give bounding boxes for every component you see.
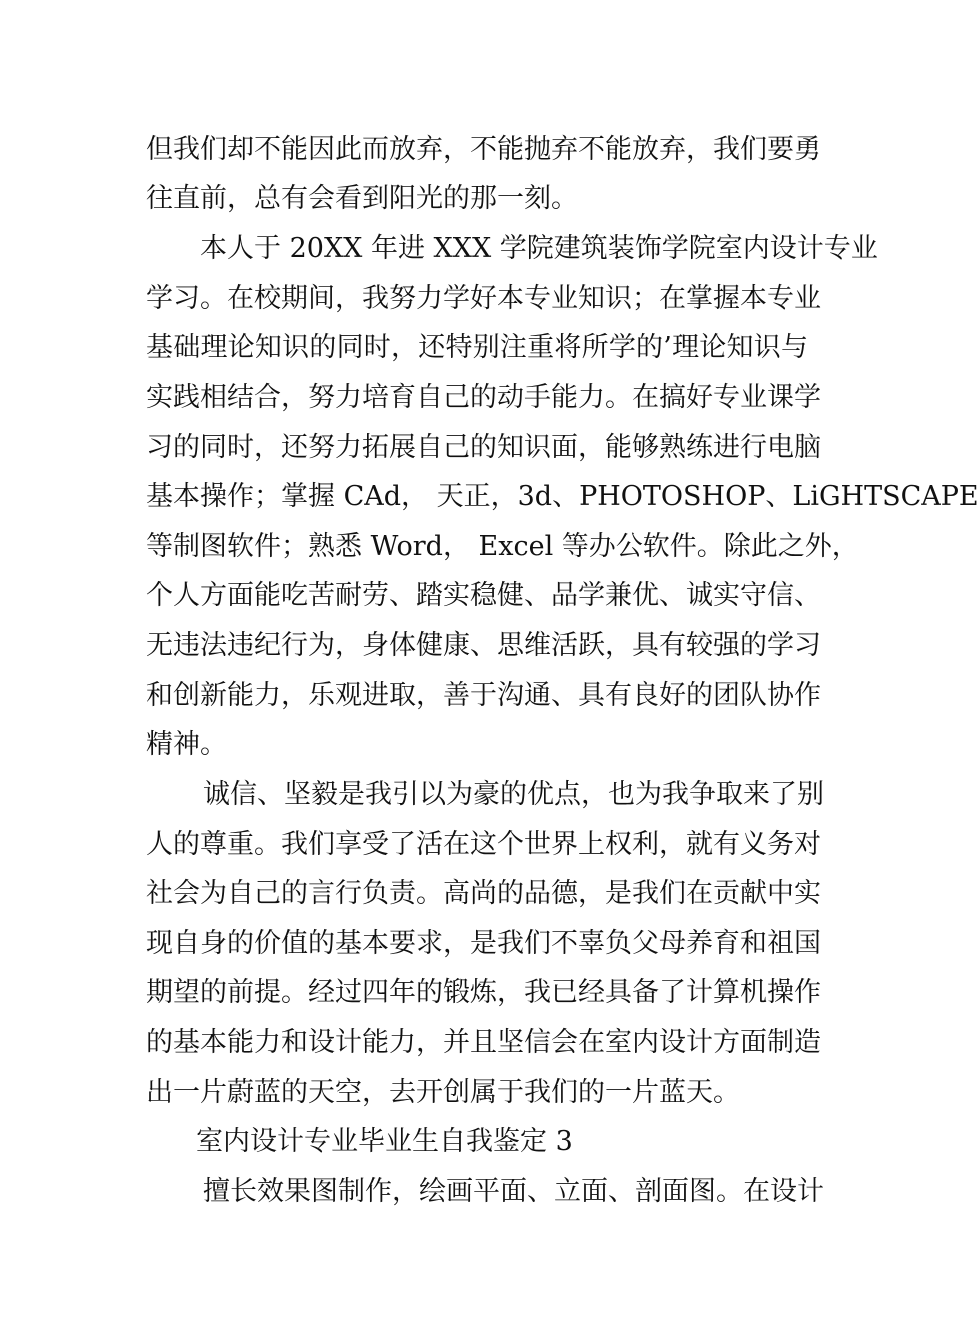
text-line: 往直前，总有会看到阳光的那一刻。 <box>146 183 578 214</box>
text-line: 实践相结合，努力培育自己的动手能力。在搞好专业课学 <box>146 382 821 413</box>
section-heading: 室内设计专业毕业生自我鉴定 3 <box>196 1126 573 1157</box>
text-line: 等制图软件；熟悉 Word， Excel 等办公软件。除此之外， <box>146 531 859 562</box>
text-line: 精神。 <box>146 729 227 760</box>
text-line: 习的同时，还努力拓展自己的知识面，能够熟练进行电脑 <box>146 432 821 463</box>
text-line: 基本操作；掌握 CAd， 天正，3d、PHOTOSHOP、LiGHTSCAPE <box>146 481 979 512</box>
text-line: 和创新能力，乐观进取，善于沟通、具有良好的团队协作 <box>146 680 821 711</box>
text-line: 现自身的价值的基本要求，是我们不辜负父母养育和祖国 <box>146 928 821 959</box>
text-line: 出一片蔚蓝的天空，去开创属于我们的一片蓝天。 <box>146 1077 740 1108</box>
text-line: 人的尊重。我们享受了活在这个世界上权利，就有义务对 <box>146 829 821 860</box>
paragraph-first-line: 擅长效果图制作，绘画平面、立面、剖面图。在设计 <box>203 1176 824 1207</box>
text-line: 社会为自己的言行负责。高尚的品德，是我们在贡献中实 <box>146 878 821 909</box>
paragraph-first-line: 诚信、坚毅是我引以为豪的优点，也为我争取来了别 <box>203 779 824 810</box>
text-line: 但我们却不能因此而放弃，不能抛弃不能放弃，我们要勇 <box>146 134 821 165</box>
text-line: 的基本能力和设计能力，并且坚信会在室内设计方面制造 <box>146 1027 821 1058</box>
text-line: 期望的前提。经过四年的锻炼，我已经具备了计算机操作 <box>146 977 821 1008</box>
text-line: 基础理论知识的同时，还特别注重将所学的’理论知识与 <box>146 332 808 363</box>
paragraph-first-line: 本人于 20XX 年进 XXX 学院建筑装饰学院室内设计专业 <box>200 233 878 264</box>
text-line: 个人方面能吃苦耐劳、踏实稳健、品学兼优、诚实守信、 <box>146 580 821 611</box>
text-line: 无违法违纪行为，身体健康、思维活跃，具有较强的学习 <box>146 630 821 661</box>
text-line: 学习。在校期间，我努力学好本专业知识；在掌握本专业 <box>146 283 821 314</box>
